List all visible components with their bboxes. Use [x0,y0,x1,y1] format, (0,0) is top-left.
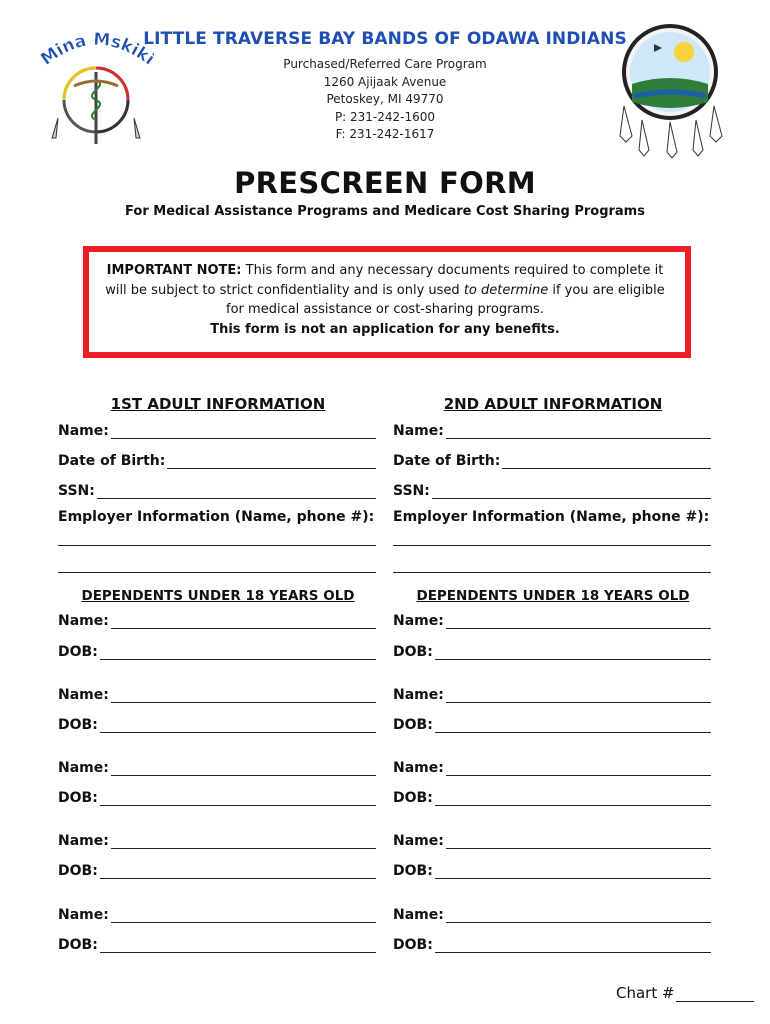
ssn-line[interactable] [432,484,711,499]
ssn-label: SSN: [58,483,95,499]
dependent-name-line[interactable] [446,908,711,923]
adult2-name-field[interactable] [393,419,711,439]
dependent-dob-label: DOB: [58,717,98,733]
organization-name: LITTLE TRAVERSE BAY BANDS OF ODAWA INDIANS [143,29,627,49]
chart-label: Chart # [616,984,675,1002]
dependents-heading-left: DEPENDENTS UNDER 18 YEARS OLD [81,588,355,604]
dependent-dob-line[interactable] [435,645,711,660]
dependent-name-line[interactable] [111,761,376,776]
dependent-name-field[interactable] [58,756,376,776]
dependent-dob-line[interactable] [100,791,376,806]
dependent-dob-label: DOB: [58,863,98,879]
dependent-name-line[interactable] [446,761,711,776]
dependent-dob-field[interactable] [393,933,711,953]
adult2-dob-field[interactable] [393,449,711,469]
adult1-name-field[interactable] [58,419,376,439]
dependent-dob-label: DOB: [393,790,433,806]
dependent-name-label: Name: [58,613,109,629]
dependent-name-field[interactable] [393,756,711,776]
dependent-name-label: Name: [393,613,444,629]
address-block [0,56,770,144]
dependent-name-label: Name: [58,687,109,703]
name-label: Name: [393,423,444,439]
dependent-dob-field[interactable] [393,713,711,733]
name-line[interactable] [111,424,376,439]
note-text-1: This form and any necessary documents required to complete it will be subject to strict confidentiality and is only used [105,263,664,298]
dependent-name-label: Name: [58,760,109,776]
dependent-dob-field[interactable] [58,713,376,733]
fax-number: F: 231-242-1617 [335,127,435,141]
dependent-name-field[interactable] [393,609,711,629]
ssn-label: SSN: [393,483,430,499]
dependent-name-line[interactable] [446,834,711,849]
dob-line[interactable] [167,454,376,469]
dependent-name-line[interactable] [111,834,376,849]
dependent-dob-line[interactable] [435,938,711,953]
dependent-dob-label: DOB: [58,937,98,953]
form-title: PRESCREEN FORM [234,166,536,200]
dependent-dob-line[interactable] [100,645,376,660]
adult2-heading: 2ND ADULT INFORMATION [443,395,663,413]
dependent-dob-line[interactable] [100,938,376,953]
important-note [96,261,674,339]
chart-number-field[interactable] [616,984,754,1002]
dependent-name-field[interactable] [58,903,376,923]
dob-label: Date of Birth: [58,453,166,469]
phone-number: P: 231-242-1600 [334,109,436,124]
dependent-dob-line[interactable] [435,718,711,733]
note-bold-line: This form is not an application for any benefits. [210,321,560,337]
dependent-name-line[interactable] [446,688,711,703]
adult2-ssn-field[interactable] [393,479,711,499]
chart-line[interactable] [676,987,754,1002]
dob-label: Date of Birth: [393,453,501,469]
adult2-employer-line-1[interactable] [393,545,711,546]
ssn-line[interactable] [97,484,376,499]
dependent-name-field[interactable] [393,903,711,923]
dependent-dob-line[interactable] [435,791,711,806]
dependent-name-field[interactable] [58,683,376,703]
dependent-name-field[interactable] [58,829,376,849]
dependent-dob-field[interactable] [393,786,711,806]
dependent-name-label: Name: [393,760,444,776]
dependent-dob-field[interactable] [393,640,711,660]
dob-line[interactable] [502,454,711,469]
dependent-name-label: Name: [58,833,109,849]
dependent-dob-label: DOB: [393,644,433,660]
dependent-dob-field[interactable] [58,640,376,660]
dependent-name-line[interactable] [111,688,376,703]
dependent-dob-field[interactable] [393,859,711,879]
dependent-name-field[interactable] [393,683,711,703]
dependent-dob-field[interactable] [58,859,376,879]
dependent-name-label: Name: [393,907,444,923]
adult1-employer-line-1[interactable] [58,545,376,546]
dependent-dob-label: DOB: [393,937,433,953]
dependent-dob-field[interactable] [58,933,376,953]
adult2-employer-label: Employer Information (Name, phone #): [393,509,710,525]
street-address: 1260 Ajijaak Avenue [323,74,447,89]
note-emphasis: to determine [463,282,549,298]
adult1-employer-line-2[interactable] [58,572,376,573]
dependent-dob-label: DOB: [393,717,433,733]
dependent-name-label: Name: [393,833,444,849]
note-text-2: if you are eligible for medical assistance or cost-sharing programs. [226,282,665,317]
dependent-name-field[interactable] [58,609,376,629]
adult1-dob-field[interactable] [58,449,376,469]
dependent-name-line[interactable] [111,908,376,923]
dependent-name-label: Name: [58,907,109,923]
dependent-dob-line[interactable] [435,864,711,879]
dependent-dob-label: DOB: [58,644,98,660]
program-name: Purchased/Referred Care Program [283,57,487,71]
dependent-dob-line[interactable] [100,718,376,733]
dependent-dob-label: DOB: [58,790,98,806]
dependents-heading-right: DEPENDENTS UNDER 18 YEARS OLD [416,588,690,604]
form-subtitle: For Medical Assistance Programs and Medicare Cost Sharing Programs [125,204,645,219]
dependent-name-field[interactable] [393,829,711,849]
logo-arc-text: Mina Mskik [38,29,153,70]
note-label: IMPORTANT NOTE: [106,263,242,278]
dependent-dob-line[interactable] [100,864,376,879]
adult2-employer-line-2[interactable] [393,572,711,573]
name-label: Name: [58,423,109,439]
dependent-dob-field[interactable] [58,786,376,806]
adult1-ssn-field[interactable] [58,479,376,499]
dependent-name-line[interactable] [111,614,376,629]
adult1-employer-label: Employer Information (Name, phone #): [58,509,375,525]
city-state-zip: Petoskey, MI 49770 [326,92,444,106]
dependent-dob-label: DOB: [393,863,433,879]
name-line[interactable] [446,424,711,439]
dependent-name-label: Name: [393,687,444,703]
dependent-name-line[interactable] [446,614,711,629]
adult1-heading: 1ST ADULT INFORMATION [110,395,326,413]
